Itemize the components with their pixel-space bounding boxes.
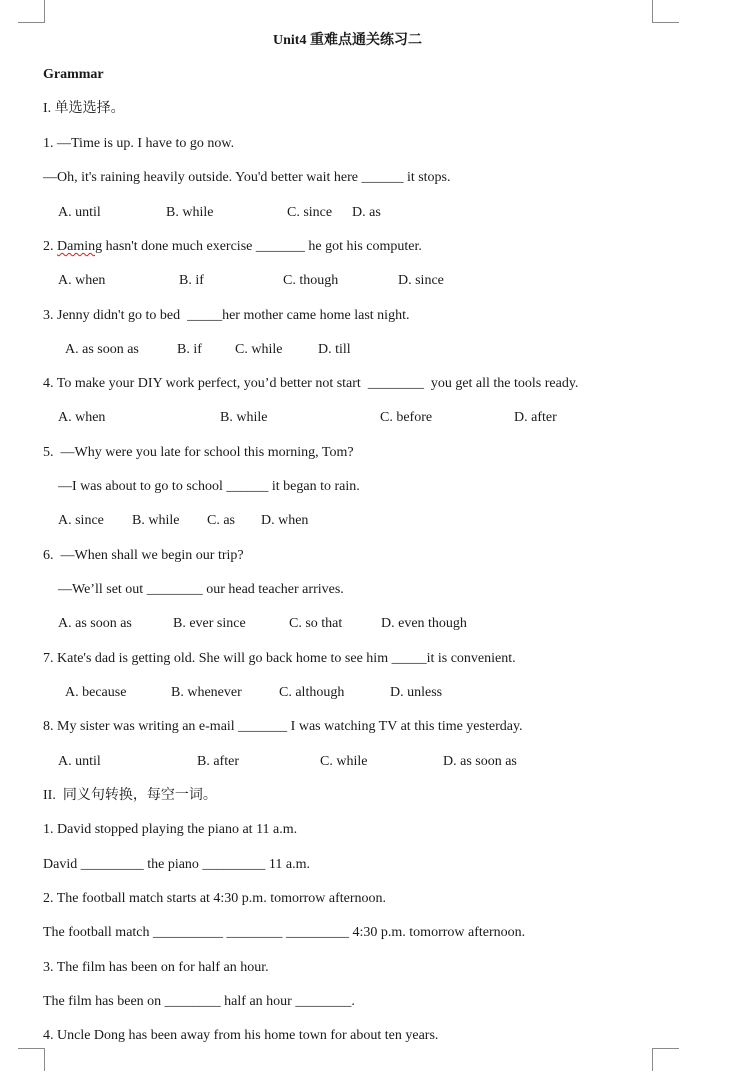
q5-option-b: B. while (132, 513, 180, 528)
q5-option-a: A. since (58, 513, 104, 528)
q6-option-d: D. even though (381, 616, 467, 631)
q1-option-c: C. since (287, 205, 333, 220)
q8-option-a: A. until (58, 754, 101, 769)
part2-item-1-sentence: 1. David stopped playing the piano at 11 a.m. (43, 822, 298, 837)
q6-option-b: B. ever since (173, 616, 246, 631)
part2-item-2-sentence: 2. The football match starts at 4:30 p.m. tomorrow afternoon. (43, 891, 387, 906)
q2-option-b: B. if (179, 273, 204, 288)
part2-item-3-sentence: 3. The film has been on for half an hour. (43, 960, 269, 975)
q4-line1: 4. To make your DIY work perfect, you’d better not start ________ you get all the tools ready. (43, 376, 579, 391)
q6-option-c: C. so that (289, 616, 343, 631)
q6-line1: 6. —When shall we begin our trip? (43, 548, 244, 563)
q8-option-b: B. after (197, 754, 239, 769)
q3-option-b: B. if (177, 342, 202, 357)
q5-line1: 5. —Why were you late for school this morning, Tom? (43, 445, 354, 460)
q8-option-d: D. as soon as (443, 754, 517, 769)
q4-option-a: A. when (58, 410, 106, 425)
q5-line2: —I was about to go to school ______ it began to rain. (58, 479, 360, 494)
q4-option-c: C. before (380, 410, 433, 425)
part1-heading: I. 单选选择。 (43, 101, 125, 116)
q1-line2: —Oh, it's raining heavily outside. You'd better wait here ______ it stops. (43, 170, 451, 185)
part2-item-4-sentence: 4. Uncle Dong has been away from his home town for about ten years. (43, 1028, 439, 1043)
q3-option-a: A. as soon as (65, 342, 139, 357)
q2-number: 2. (43, 239, 57, 254)
q7-option-b: B. whenever (171, 685, 242, 700)
q4-option-d: D. after (514, 410, 557, 425)
q2-name-spellcheck: Daming (57, 239, 103, 254)
page-title: Unit4 重难点通关练习二 (273, 33, 422, 48)
q3-line1: 3. Jenny didn't go to bed _____her mother came home last night. (43, 308, 410, 323)
part2-item-2-rewrite: The football match __________ ________ _________ 4:30 p.m. tomorrow afternoon. (43, 925, 526, 940)
page-corner-mark-bottom-right (652, 1048, 679, 1071)
q2-option-c: C. though (283, 273, 339, 288)
q1-option-b: B. while (166, 205, 214, 220)
q7-line1: 7. Kate's dad is getting old. She will go back home to see him _____it is convenient. (43, 651, 516, 666)
q2-option-d: D. since (398, 273, 444, 288)
q6-option-a: A. as soon as (58, 616, 132, 631)
q7-option-a: A. because (65, 685, 127, 700)
q1-option-a: A. until (58, 205, 101, 220)
part2-heading: II. 同义句转换，每空一词。 (43, 788, 217, 803)
q4-option-b: B. while (220, 410, 268, 425)
part2-item-1-rewrite: David _________ the piano _________ 11 a.m. (43, 857, 311, 872)
part2-item-3-rewrite: The film has been on ________ half an hour ________. (43, 994, 355, 1009)
q5-option-d: D. when (261, 513, 309, 528)
q2-rest: hasn't done much exercise _______ he got his computer. (102, 239, 422, 254)
q2-option-a: A. when (58, 273, 106, 288)
q1-line1: 1. —Time is up. I have to go now. (43, 136, 235, 151)
page-corner-mark-bottom-left (18, 1048, 45, 1071)
q2-line1 (43, 238, 422, 256)
q7-option-d: D. unless (390, 685, 443, 700)
q1-option-d: D. as (352, 205, 381, 220)
q3-option-c: C. while (235, 342, 283, 357)
q8-line1: 8. My sister was writing an e-mail _______ I was watching TV at this time yesterday. (43, 719, 523, 734)
q3-option-d: D. till (318, 342, 351, 357)
page-corner-mark-top-left (18, 0, 45, 23)
q7-option-c: C. although (279, 685, 345, 700)
q8-option-c: C. while (320, 754, 368, 769)
section-heading-grammar: Grammar (43, 67, 104, 82)
q6-line2: —We’ll set out ________ our head teacher arrives. (58, 582, 344, 597)
q5-option-c: C. as (207, 513, 235, 528)
page-corner-mark-top-right (652, 0, 679, 23)
